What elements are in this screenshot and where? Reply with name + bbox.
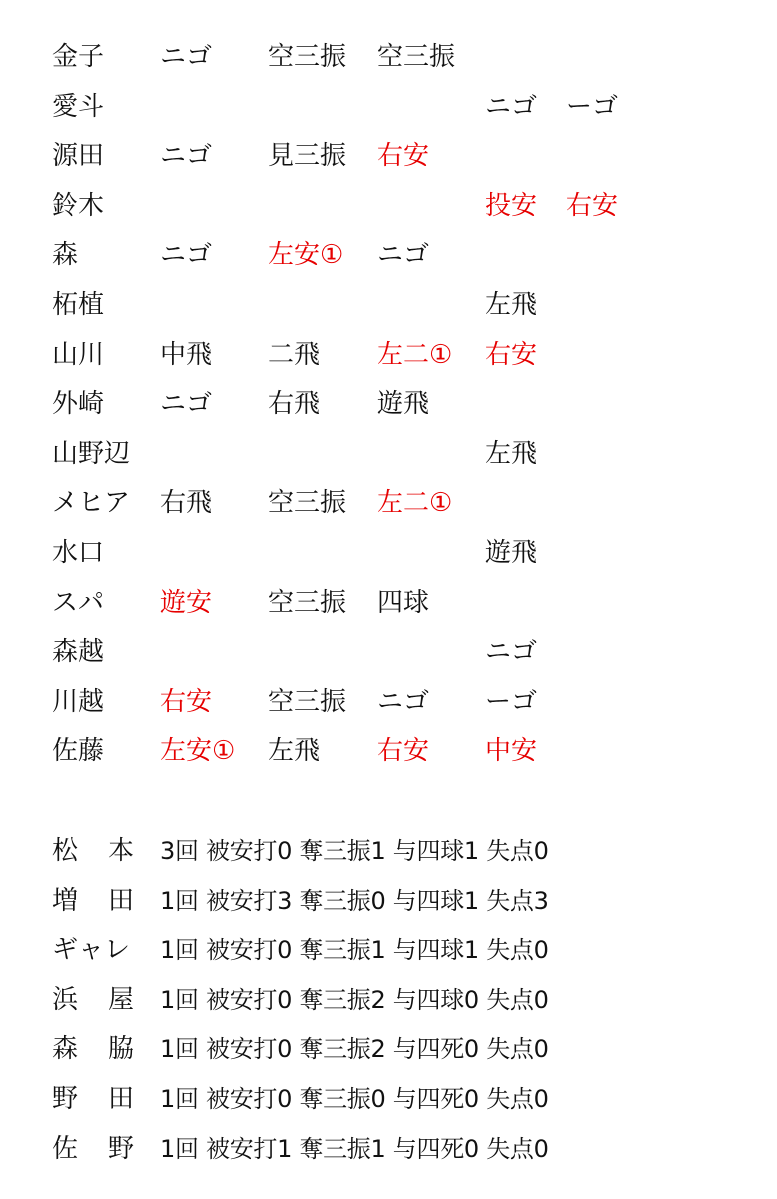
at-bat-result: 左安① <box>160 736 236 767</box>
at-bat-result: 左飛 <box>268 736 321 767</box>
at-bat-result: ーゴ <box>566 91 619 122</box>
batter-row <box>0 181 777 231</box>
batter-name: 佐藤 <box>52 736 105 767</box>
batter-row <box>0 578 777 628</box>
pitcher-row <box>0 1024 777 1074</box>
batter-name: 柘植 <box>52 290 105 320</box>
pitcher-row <box>0 925 777 975</box>
pitcher-stats: 1回 被安打0 奪三振2 与四死0 失点0 <box>160 1035 549 1064</box>
at-bat-result: 見三振 <box>268 141 347 172</box>
pitcher-name-part: 野 <box>52 1084 79 1114</box>
at-bat-result: 遊安 <box>160 587 213 618</box>
pitcher-name <box>52 975 134 1025</box>
batter-row <box>0 32 777 82</box>
batter-row <box>0 379 777 429</box>
at-bat-result: 空三振 <box>268 42 347 72</box>
pitcher-name-part: 佐 <box>52 1133 79 1164</box>
batter-row <box>0 478 777 528</box>
at-bat-result: ニゴ <box>377 686 430 717</box>
batter-name: 川越 <box>52 686 105 717</box>
batter-row <box>0 280 777 330</box>
pitcher-row <box>0 1074 777 1124</box>
batter-name: 鈴木 <box>52 190 105 221</box>
at-bat-result: 四球 <box>377 587 430 618</box>
batter-row <box>0 82 777 132</box>
pitcher-name <box>52 876 134 926</box>
batter-name: 山川 <box>52 339 105 370</box>
at-bat-result: 左飛 <box>485 438 538 469</box>
at-bat-result: ニゴ <box>160 240 213 271</box>
batter-name: 水口 <box>52 538 105 568</box>
pitcher-name <box>52 1074 134 1124</box>
pitcher-name-part: ギャレ <box>52 935 131 966</box>
at-bat-result: 左二① <box>377 488 453 519</box>
batter-name: 森 <box>52 240 79 271</box>
batter-row <box>0 677 777 727</box>
at-bat-result: ニゴ <box>160 141 213 172</box>
pitcher-name-part: 松 <box>52 836 79 866</box>
pitcher-name <box>52 925 134 975</box>
at-bat-result: 空三振 <box>268 587 347 618</box>
pitcher-stats: 1回 被安打0 奪三振0 与四死0 失点0 <box>160 1085 549 1113</box>
at-bat-result: 遊飛 <box>485 538 538 568</box>
batter-name: 外崎 <box>52 389 105 420</box>
at-bat-result: 左二① <box>377 339 453 370</box>
at-bat-result: 中飛 <box>160 339 213 370</box>
pitcher-stats: 1回 被安打1 奪三振1 与四死0 失点0 <box>160 1134 549 1163</box>
at-bat-result: 右安 <box>377 141 430 172</box>
at-bat-result: 中安 <box>485 736 538 767</box>
batter-name: 金子 <box>52 42 105 72</box>
pitcher-stats: 1回 被安打3 奪三振0 与四球1 失点3 <box>160 886 549 915</box>
at-bat-result: ニゴ <box>485 91 538 122</box>
pitcher-name-part: 浜 <box>52 984 79 1015</box>
at-bat-result: 遊飛 <box>377 389 430 420</box>
at-bat-result: ニゴ <box>485 637 538 668</box>
at-bat-result: ニゴ <box>160 389 213 420</box>
batter-name: 愛斗 <box>52 91 105 122</box>
at-bat-result: 右飛 <box>160 488 213 519</box>
pitcher-stats: 1回 被安打0 奪三振2 与四球0 失点0 <box>160 985 549 1014</box>
pitcher-name <box>52 1024 134 1074</box>
at-bat-result: 右安 <box>566 190 619 221</box>
batter-name: スパ <box>52 587 105 618</box>
pitcher-name <box>52 826 134 876</box>
at-bat-result: 右安 <box>485 339 538 370</box>
pitcher-name-part: 屋 <box>107 984 134 1015</box>
pitcher-name-part: 森 <box>52 1034 79 1065</box>
pitcher-name-part: 田 <box>107 1084 134 1114</box>
pitcher-stats: 3回 被安打0 奪三振1 与四球1 失点0 <box>160 837 549 865</box>
at-bat-result: 右安 <box>377 736 430 767</box>
batter-row <box>0 131 777 181</box>
pitcher-row <box>0 876 777 926</box>
at-bat-result: 左安① <box>268 240 344 271</box>
batter-name: 森越 <box>52 637 105 668</box>
at-bat-result: 投安 <box>485 190 538 221</box>
at-bat-result: 左飛 <box>485 290 538 320</box>
at-bat-result: 空三振 <box>268 686 347 717</box>
pitcher-name <box>52 1124 134 1174</box>
at-bat-result: ニゴ <box>377 240 430 271</box>
at-bat-result: ーゴ <box>485 686 538 717</box>
at-bat-result: 二飛 <box>268 339 321 370</box>
pitcher-name-part: 田 <box>107 885 134 916</box>
pitcher-row <box>0 826 777 876</box>
batter-row <box>0 627 777 677</box>
pitcher-name-part: 本 <box>107 836 134 866</box>
batter-name: 山野辺 <box>52 438 131 469</box>
at-bat-result: 空三振 <box>268 488 347 519</box>
pitcher-name-part: 脇 <box>107 1034 134 1065</box>
batter-name: 源田 <box>52 141 105 172</box>
pitcher-row <box>0 1124 777 1174</box>
at-bat-result: 右飛 <box>268 389 321 420</box>
pitcher-stats: 1回 被安打0 奪三振1 与四球1 失点0 <box>160 936 549 965</box>
pitcher-name-part: 野 <box>107 1133 134 1164</box>
at-bat-result: 空三振 <box>377 42 456 72</box>
at-bat-result: ニゴ <box>160 42 213 72</box>
pitcher-row <box>0 975 777 1025</box>
batter-row <box>0 230 777 280</box>
batter-row <box>0 429 777 479</box>
batter-row <box>0 528 777 578</box>
batter-row <box>0 330 777 380</box>
at-bat-result: 右安 <box>160 686 213 717</box>
batter-row <box>0 726 777 776</box>
batter-name: メヒア <box>52 488 131 519</box>
pitcher-name-part: 増 <box>52 885 79 916</box>
